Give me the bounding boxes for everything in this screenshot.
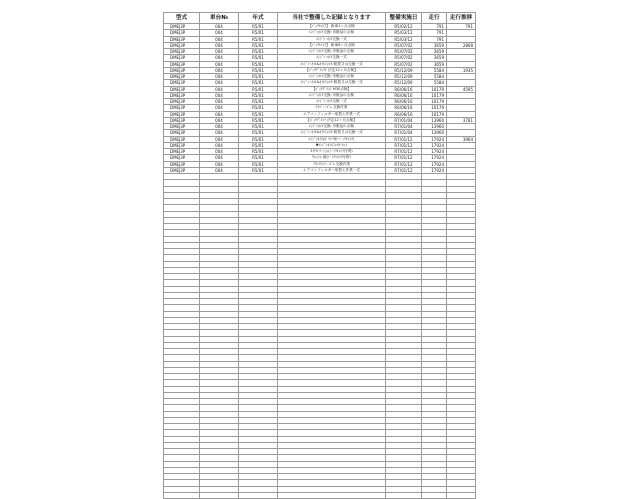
cell-model: DMEJ3P xyxy=(164,117,200,123)
cell-year: R5/01 xyxy=(239,61,278,67)
cell-description: ▼ｴﾝｼﾞﾝｵｲﾙﾌｨﾙﾀｰｾｯﾄ xyxy=(278,142,386,148)
cell-car-number: 004 xyxy=(200,30,239,36)
cell-year: R5/01 xyxy=(239,80,278,86)
cell-car-number: 004 xyxy=(200,42,239,48)
cell-year: R5/01 xyxy=(239,55,278,61)
cell-date: R7/01/04 xyxy=(386,124,422,130)
cell-model: DMEJ3P xyxy=(164,67,200,73)
cell-description: ﾀｲﾔﾛｰﾃｰｼｮﾝ(ﾍﾞｯｸﾙﾒﾝﾃ付帯) xyxy=(278,149,386,155)
cell-model: DMEJ3P xyxy=(164,30,200,36)
cell-mileage: 5584 xyxy=(422,80,447,86)
cell-car-number: 004 xyxy=(200,80,239,86)
cell-model: DMEJ3P xyxy=(164,36,200,42)
cell-date: R5/02/12 xyxy=(386,24,422,30)
cell-mileage: 5584 xyxy=(422,67,447,73)
cell-year: R5/01 xyxy=(239,136,278,142)
cell-car-number: 004 xyxy=(200,117,239,123)
cell-date: R5/12/09 xyxy=(386,67,422,73)
cell-date: R7/01/12 xyxy=(386,161,422,167)
header-car-number: 車台№ xyxy=(200,13,239,24)
cell-mileage-trend: 4595 xyxy=(447,86,476,92)
header-date: 整備実施日 xyxy=(386,13,422,24)
cell-date: R7/01/12 xyxy=(386,149,422,155)
cell-description: 【ﾊﾟｯｸﾃﾞﾒﾝﾃﾅ 法定12ヶ月点検】 xyxy=(278,67,386,73)
cell-mileage-trend: 2868 xyxy=(447,42,476,48)
cell-description: 【ﾊﾟｯｸﾃﾞﾒﾝﾃ M30点検】 xyxy=(278,86,386,92)
cell-model: DMEJ3P xyxy=(164,124,200,130)
cell-mileage: 3659 xyxy=(422,61,447,67)
cell-description: ｴﾝｼﾞﾝｵｲﾙ交換･市販品の点検 xyxy=(278,124,386,130)
cell-year: R5/01 xyxy=(239,124,278,130)
cell-car-number: 004 xyxy=(200,105,239,111)
cell-mileage: 17924 xyxy=(422,161,447,167)
cell-year: R5/01 xyxy=(239,49,278,55)
cell-car-number: 004 xyxy=(200,142,239,148)
cell-mileage: 10179 xyxy=(422,86,447,92)
cell-description: ﾌﾛﾝﾄﾜｲﾊﾟｰｺﾞﾑ 交換作業 xyxy=(278,161,386,167)
cell-year: R5/01 xyxy=(239,42,278,48)
cell-mileage-trend: 1935 xyxy=(447,67,476,73)
cell-model: DMEJ3P xyxy=(164,167,200,173)
cell-car-number: 004 xyxy=(200,124,239,130)
cell-mileage: 10179 xyxy=(422,92,447,98)
cell-car-number: 004 xyxy=(200,74,239,80)
cell-year: R5/01 xyxy=(239,30,278,36)
cell-model: DMEJ3P xyxy=(164,99,200,105)
empty-cell xyxy=(164,492,200,498)
cell-car-number: 004 xyxy=(200,36,239,42)
cell-date: R6/06/16 xyxy=(386,111,422,117)
cell-year: R5/01 xyxy=(239,105,278,111)
cell-car-number: 004 xyxy=(200,86,239,92)
cell-date: R7/01/12 xyxy=(386,142,422,148)
cell-description: 【ﾍﾞｯｸﾙﾒﾝﾃ】 新車6ヶ月点検 xyxy=(278,42,386,48)
cell-description: ｴﾝｼﾞﾝｵｲﾙ交換･市販品の点検 xyxy=(278,30,386,36)
cell-car-number: 004 xyxy=(200,136,239,142)
cell-mileage: 5584 xyxy=(422,74,447,80)
cell-date: R5/03/12 xyxy=(386,30,422,36)
cell-model: DMEJ3P xyxy=(164,61,200,67)
cell-model: DMEJ3P xyxy=(164,111,200,117)
cell-mileage: 17924 xyxy=(422,142,447,148)
header-row xyxy=(164,13,476,24)
cell-year: R5/01 xyxy=(239,117,278,123)
cell-mileage: 17924 xyxy=(422,136,447,142)
empty-cell xyxy=(422,492,447,498)
empty-cell xyxy=(239,492,278,498)
cell-mileage: 10179 xyxy=(422,99,447,105)
cell-model: DMEJ3P xyxy=(164,161,200,167)
cell-model: DMEJ3P xyxy=(164,136,200,142)
cell-date: R7/01/04 xyxy=(386,117,422,123)
header-model: 型式 xyxy=(164,13,200,24)
cell-date: R6/06/16 xyxy=(386,86,422,92)
cell-model: DMEJ3P xyxy=(164,42,200,48)
cell-description: ｴﾝｼﾞﾝ･ｵｲﾙ&ｵｲﾙﾌｨﾙﾀｰ脱着又は交換一式 xyxy=(278,80,386,86)
empty-cell xyxy=(278,492,386,498)
cell-model: DMEJ3P xyxy=(164,80,200,86)
cell-model: DMEJ3P xyxy=(164,49,200,55)
cell-mileage: 17924 xyxy=(422,167,447,173)
cell-car-number: 004 xyxy=(200,149,239,155)
cell-year: R5/01 xyxy=(239,36,278,42)
header-mileage-trend: 走行推移 xyxy=(447,13,476,24)
cell-date: R5/12/09 xyxy=(386,80,422,86)
cell-mileage: 791 xyxy=(422,36,447,42)
cell-year: R5/01 xyxy=(239,24,278,30)
cell-mileage: 10179 xyxy=(422,105,447,111)
cell-car-number: 004 xyxy=(200,61,239,67)
header-mileage: 走行 xyxy=(422,13,447,24)
cell-description: ｴﾝｼﾞﾝｵｲﾙ(ﾎﾟﾘﾏｰ保･ﾍﾟｯｸﾙﾒﾝﾃ) xyxy=(278,136,386,142)
cell-date: R6/06/16 xyxy=(386,99,422,105)
empty-cell xyxy=(386,492,422,498)
cell-car-number: 004 xyxy=(200,167,239,173)
cell-description: ｴﾝｼﾞﾝｵｲﾙ交換･市販品の点検 xyxy=(278,74,386,80)
cell-car-number: 004 xyxy=(200,49,239,55)
cell-description: ｴﾝｼﾞﾝ･ｵｲﾙ&ｵｲﾙﾌｨﾙﾀｰ脱着又は交換一式 xyxy=(278,130,386,136)
header-description: 当社で整備した記録となります xyxy=(278,13,386,24)
cell-description: 【ﾊﾟｯｸﾃﾞﾒﾝﾃ 法定12ヶ月点検】 xyxy=(278,117,386,123)
cell-year: R5/01 xyxy=(239,167,278,173)
cell-date: R6/06/16 xyxy=(386,105,422,111)
cell-car-number: 004 xyxy=(200,55,239,61)
cell-model: DMEJ3P xyxy=(164,130,200,136)
cell-date: R7/01/12 xyxy=(386,155,422,161)
cell-model: DMEJ3P xyxy=(164,55,200,61)
cell-mileage: 10179 xyxy=(422,111,447,117)
cell-mileage: 13960 xyxy=(422,130,447,136)
cell-year: R5/01 xyxy=(239,86,278,92)
cell-mileage: 791 xyxy=(422,24,447,30)
cell-year: R5/01 xyxy=(239,111,278,117)
cell-date: R7/01/12 xyxy=(386,136,422,142)
cell-mileage-trend: 791 xyxy=(447,24,476,30)
cell-date: R5/07/02 xyxy=(386,42,422,48)
cell-mileage-trend: 3964 xyxy=(447,136,476,142)
cell-description: ｴﾝｼﾞﾝｵｲﾙ交換･市販品の点検 xyxy=(278,49,386,55)
cell-year: R5/01 xyxy=(239,155,278,161)
cell-car-number: 004 xyxy=(200,92,239,98)
empty-cell xyxy=(447,492,476,498)
cell-mileage: 13960 xyxy=(422,117,447,123)
cell-date: R5/07/02 xyxy=(386,61,422,67)
empty-row xyxy=(164,492,476,498)
cell-model: DMEJ3P xyxy=(164,92,200,98)
cell-mileage: 3659 xyxy=(422,49,447,55)
cell-mileage: 13960 xyxy=(422,124,447,130)
cell-year: R5/01 xyxy=(239,161,278,167)
cell-description: ｴﾝｼﾞﾝ･ｵｲﾙ交換一式 xyxy=(278,99,386,105)
cell-car-number: 004 xyxy=(200,24,239,30)
cell-model: DMEJ3P xyxy=(164,24,200,30)
cell-description: ｳｫｯｼｬｰ液(ﾍﾞｯｸﾙﾒﾝﾃ付帯) xyxy=(278,155,386,161)
cell-description: 【ﾍﾞｯｸﾙﾒﾝﾃ】 新車1ヶ月点検 xyxy=(278,24,386,30)
cell-year: R5/01 xyxy=(239,99,278,105)
cell-year: R5/01 xyxy=(239,92,278,98)
cell-mileage: 3659 xyxy=(422,55,447,61)
cell-mileage: 3659 xyxy=(422,42,447,48)
cell-model: DMEJ3P xyxy=(164,142,200,148)
cell-date: R5/07/02 xyxy=(386,55,422,61)
cell-description: ﾜｲﾊﾟｰ･ｺﾞﾑ 交換作業 xyxy=(278,105,386,111)
cell-year: R5/01 xyxy=(239,130,278,136)
cell-car-number: 004 xyxy=(200,111,239,117)
cell-model: DMEJ3P xyxy=(164,149,200,155)
cell-mileage-trend: 3781 xyxy=(447,117,476,123)
cell-description: エアコンフィルター取替え作業一式 xyxy=(278,167,386,173)
cell-date: R5/03/12 xyxy=(386,36,422,42)
cell-mileage: 17924 xyxy=(422,149,447,155)
cell-description: ｴﾝｼﾞﾝ･ｵｲﾙ&ｵｲﾙﾌｨﾙﾀｰ脱着又は交換一式 xyxy=(278,61,386,67)
cell-description: ｴﾝｼﾞﾝｵｲﾙ交換･市販品の点検 xyxy=(278,92,386,98)
cell-car-number: 004 xyxy=(200,99,239,105)
cell-year: R5/01 xyxy=(239,142,278,148)
cell-mileage: 791 xyxy=(422,30,447,36)
table-body xyxy=(164,24,476,499)
cell-car-number: 004 xyxy=(200,67,239,73)
cell-description: エアコンフィルター取替え作業一式 xyxy=(278,111,386,117)
header-year: 年式 xyxy=(239,13,278,24)
cell-date: R6/06/16 xyxy=(386,92,422,98)
cell-model: DMEJ3P xyxy=(164,105,200,111)
cell-model: DMEJ3P xyxy=(164,155,200,161)
cell-year: R5/01 xyxy=(239,67,278,73)
cell-date: R5/07/02 xyxy=(386,49,422,55)
cell-car-number: 004 xyxy=(200,155,239,161)
empty-cell xyxy=(200,492,239,498)
cell-model: DMEJ3P xyxy=(164,74,200,80)
cell-description: ｴﾝｼﾞﾝ･ｵｲﾙ交換一式 xyxy=(278,55,386,61)
cell-year: R5/01 xyxy=(239,149,278,155)
cell-description: ｴﾝｼﾞﾝ･ｵｲﾙ交換一式 xyxy=(278,36,386,42)
cell-model: DMEJ3P xyxy=(164,86,200,92)
cell-mileage: 17924 xyxy=(422,155,447,161)
maintenance-record-table xyxy=(163,12,476,499)
cell-date: R5/12/09 xyxy=(386,74,422,80)
cell-car-number: 004 xyxy=(200,161,239,167)
cell-year: R5/01 xyxy=(239,74,278,80)
cell-date: R7/01/12 xyxy=(386,167,422,173)
cell-date: R7/01/04 xyxy=(386,130,422,136)
cell-car-number: 004 xyxy=(200,130,239,136)
